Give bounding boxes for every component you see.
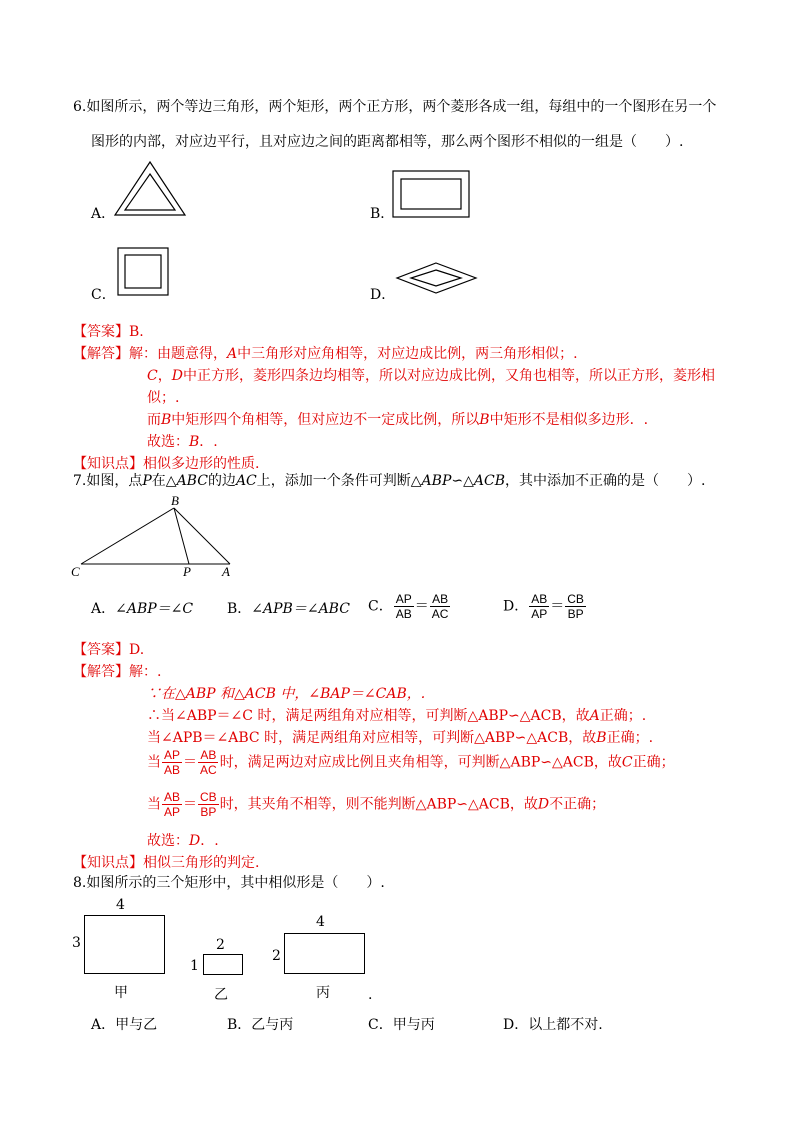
q8-option-b-label: B． <box>227 1017 252 1033</box>
q7-c-den2: AC <box>431 607 449 621</box>
q6-var-b2: B <box>479 412 490 428</box>
q7-l5b: 不正确； <box>549 796 606 813</box>
q8-figure-dot: . <box>368 987 373 1003</box>
q7-l4b: 正确； <box>632 754 675 771</box>
q8-option-b-text: 乙与丙 <box>251 1017 294 1033</box>
q7-knowledge <box>73 854 259 872</box>
q8-rect-yi-side: 1 <box>190 958 199 974</box>
q7-label-b: B <box>171 493 179 508</box>
q7-option-c-label: C． <box>368 598 393 615</box>
q8-option-a <box>91 1016 157 1034</box>
q7-l2b: 正确；. <box>599 708 647 724</box>
q7-analysis-line1: ∵在△ABP 和△ACB 中，∠BAP＝∠CAB，. <box>147 686 426 702</box>
q6-option-b: B． <box>370 206 395 222</box>
q7-d-den1: AP <box>531 607 548 621</box>
q6-a4-pre: 故选： <box>147 434 189 450</box>
q6-option-a: A． <box>91 206 116 222</box>
q7-l3b: 正确；. <box>606 730 654 746</box>
q7-l3v: B <box>596 730 607 746</box>
q7-l2v: A <box>589 708 600 724</box>
q7-answer <box>73 641 144 659</box>
q8-option-d <box>503 1016 603 1034</box>
q8-option-a-label: A． <box>91 1017 116 1033</box>
q7-stem-abp: ABP <box>421 473 452 489</box>
q7-answer-tag: 【答案】 <box>73 642 129 658</box>
q6-analysis-line1 <box>73 345 578 363</box>
q7-l3a: 当∠APB＝∠ABC 时，满足两组角对应相等，可判断△ABP∽△ACB，故 <box>147 730 597 746</box>
q6-analysis-tag: 【解答】 <box>73 346 129 362</box>
q6-var-a: A <box>227 346 238 362</box>
q7-l4-num2: AB <box>200 748 217 762</box>
q7-kp-text: 相似三角形的判定. <box>143 855 260 871</box>
q7-analysis-tag: 【解答】 <box>73 664 129 680</box>
q6-analysis-line3: 似；. <box>147 390 180 406</box>
q6-figure-a-triangles <box>113 160 188 220</box>
q8-option-c-label: C． <box>368 1017 393 1033</box>
q7-stem-abc: ABC <box>176 473 208 489</box>
q6-figure-d-rhombi <box>396 262 478 296</box>
q7-option-b <box>227 600 350 618</box>
q8-option-d-label: D． <box>503 1017 529 1033</box>
q6-analysis-text2: 中正方形，菱形四条边均相等，所以对应边成比例，又角也相等，所以正方形，菱形相 <box>182 368 715 384</box>
q7-l6v: D <box>189 833 201 849</box>
q7-option-d <box>503 592 587 621</box>
q7-label-p: P <box>183 564 191 579</box>
q7-kp-tag: 【知识点】 <box>73 855 143 871</box>
q7-c-eq: ＝ <box>414 598 429 615</box>
q6-analysis-intro: 解：由题意得， <box>129 346 227 362</box>
q7-d-num2: CB <box>567 592 584 606</box>
q7-option-b-label: B． <box>227 601 252 617</box>
q7-l4v: C <box>621 754 633 771</box>
q7-analysis-line5 <box>147 790 605 819</box>
q7-triangle-figure <box>68 494 248 578</box>
q8-rect-jia-side: 3 <box>72 935 81 951</box>
q6-knowledge <box>73 455 259 473</box>
q7-stem-b: 在△ <box>151 473 177 489</box>
q8-option-c-text: 甲与丙 <box>392 1017 435 1033</box>
q6-stem-line2: 图形的内部，对应边平行，且对应边之间的距离都相等，那么两个图形不相似的一组是（ ）. <box>91 134 684 150</box>
q6-answer-tag: 【答案】 <box>73 324 129 340</box>
q7-l4a: 时，满足两边对应成比例且夹角相等，可判断△ABP∽△ACB，故 <box>219 754 622 771</box>
q8-option-b <box>227 1016 293 1034</box>
q7-l5-num2: CB <box>200 790 217 804</box>
q7-analysis-intro: 解：. <box>129 664 162 680</box>
q8-rect-bing-top: 4 <box>316 914 325 930</box>
q6-answer <box>73 323 144 341</box>
q7-l4-den1: AB <box>164 763 181 777</box>
q7-stem-d: 上，添加一个条件可判断△ <box>256 473 422 489</box>
q7-option-b-text: ∠APB＝∠ABC <box>251 601 350 617</box>
q7-d-num1: AB <box>531 592 548 606</box>
q7-c-num2: AB <box>432 592 449 606</box>
q7-l5-eq: ＝ <box>183 796 198 813</box>
q8-rect-jia-name: 甲 <box>114 985 128 1001</box>
q7-label-c: C <box>71 564 80 579</box>
q6-analysis-text1: 中三角形对应角相等，对应边成比例，两三角形相似；. <box>237 346 578 362</box>
q6-analysis-line5 <box>147 433 218 451</box>
q6-analysis-line2 <box>147 367 715 385</box>
q7-stem-c: 的边 <box>207 473 236 489</box>
q7-option-d-label: D． <box>503 598 529 615</box>
q6-a3-mid: 中矩形四个角相等，但对应边不一定成比例，所以 <box>171 412 480 428</box>
q7-analysis-line2 <box>147 707 646 725</box>
q7-analysis-line3 <box>147 729 653 747</box>
q6-var-d: D <box>171 368 183 384</box>
q7-c-num1: AP <box>395 592 412 606</box>
q7-l6b: ．. <box>200 833 219 849</box>
q6-figure-c-squares <box>117 247 172 297</box>
q7-l4pre: 当 <box>147 754 161 771</box>
q7-l4-num1: AP <box>164 748 181 762</box>
q7-stem-acb: ACB <box>473 473 505 489</box>
q7-stem-p: P <box>142 473 152 489</box>
q7-l5-den1: AP <box>164 805 181 819</box>
q7-c-den1: AB <box>395 607 412 621</box>
q7-d-eq: ＝ <box>550 598 565 615</box>
q6-kp-tag: 【知识点】 <box>73 456 143 472</box>
q6-figure-b-rectangles <box>392 170 472 220</box>
q6-option-c: C． <box>91 287 116 303</box>
q8-rect-yi <box>203 954 245 976</box>
q8-option-a-text: 甲与乙 <box>115 1017 158 1033</box>
q8-rect-jia-top: 4 <box>116 897 125 913</box>
q7-stem <box>73 472 705 490</box>
q7-stem-a: 7.如图，点 <box>73 473 143 489</box>
q7-l4-den2: AC <box>200 763 217 777</box>
q8-option-c <box>368 1016 435 1034</box>
q6-var-b1: B <box>161 412 172 428</box>
q7-l5a: 时，其夹角不相等，则不能判断△ABP∽△ACB，故 <box>219 796 538 813</box>
q7-d-den2: BP <box>567 607 584 621</box>
q6-var-b3: B <box>189 434 200 450</box>
q8-option-d-text: 以上都不对. <box>528 1017 603 1033</box>
q7-stem-ac: AC <box>235 473 257 489</box>
q8-rect-yi-top: 2 <box>216 937 225 953</box>
q7-analysis-head <box>73 663 161 681</box>
q8-stem: 8.如图所示的三个矩形中，其中相似形是（ ）. <box>73 875 385 891</box>
q6-kp-text: 相似多边形的性质. <box>143 456 260 472</box>
q6-stem-line1: 6.如图所示，两个等边三角形，两个矩形，两个正方形，两个菱形各成一组，每组中的一个图形在另一个 <box>73 99 717 115</box>
q8-rect-yi-name: 乙 <box>214 987 228 1003</box>
q7-option-a <box>91 600 193 618</box>
q6-a3-pre: 而 <box>147 412 161 428</box>
q7-analysis-line6 <box>147 832 219 850</box>
q6-a3-rest: 中矩形不是相似多边形．. <box>489 412 649 428</box>
q6-var-c: C <box>147 368 158 384</box>
q7-label-a: A <box>222 564 230 579</box>
q8-rect-bing-name: 丙 <box>316 985 330 1001</box>
q8-rect-bing <box>284 933 366 975</box>
q6-answer-value: B. <box>129 324 144 340</box>
q7-stem-f: ，其中添加不正确的是（ ）. <box>505 473 706 489</box>
q7-option-c <box>368 592 451 621</box>
q7-stem-e: ∽△ <box>451 473 474 489</box>
q6-analysis-line4 <box>147 411 648 429</box>
q7-l5-den2: BP <box>200 805 217 819</box>
q6-sep: ， <box>157 368 172 384</box>
q6-option-d: D． <box>370 287 396 303</box>
q7-l5pre: 当 <box>147 796 161 813</box>
q6-a4-rest: ．. <box>199 434 218 450</box>
q7-l5v: D <box>537 796 550 813</box>
q7-l6pre: 故选： <box>147 833 189 849</box>
q8-rect-bing-side: 2 <box>272 948 281 964</box>
q7-l4-eq: ＝ <box>183 754 198 771</box>
q7-option-a-text: ∠ABP＝∠C <box>115 601 194 617</box>
q8-rect-jia <box>84 915 166 975</box>
q7-l5-num1: AB <box>164 790 181 804</box>
q7-l2a: ∴当∠ABP＝∠C 时，满足两组角对应相等，可判断△ABP∽△ACB，故 <box>147 708 590 724</box>
q7-analysis-line4 <box>147 748 675 777</box>
q7-option-a-label: A． <box>91 601 116 617</box>
q7-answer-value: D. <box>129 642 145 658</box>
